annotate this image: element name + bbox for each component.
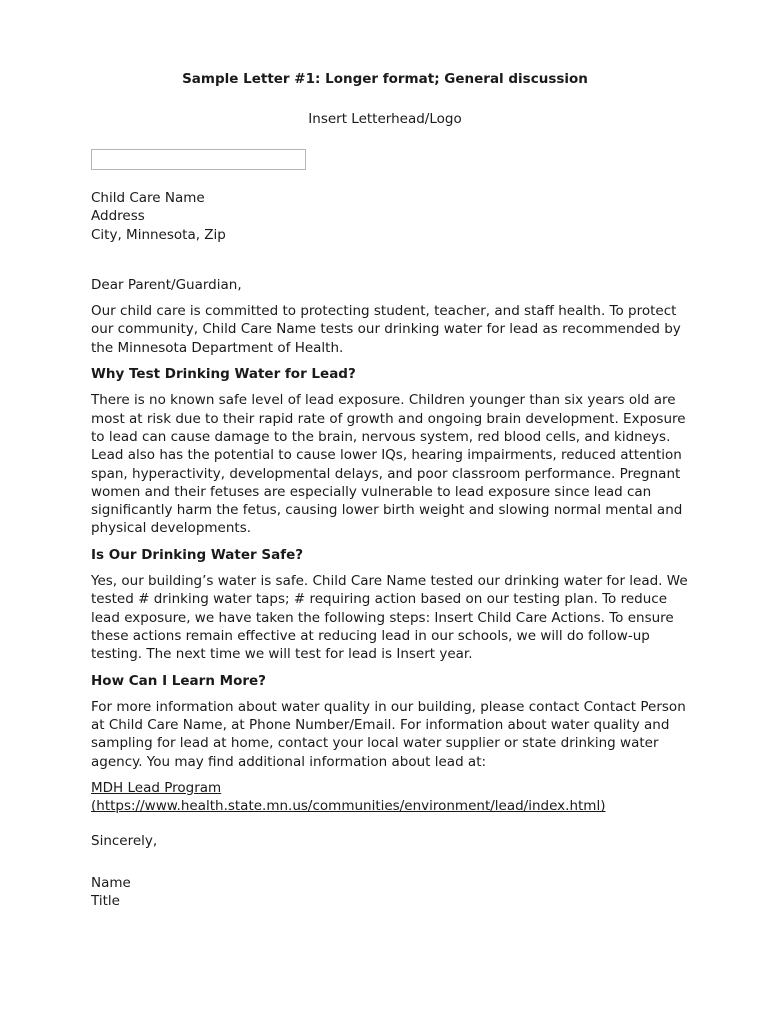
signature-name: Name (91, 874, 131, 891)
closing: Sincerely, (91, 832, 158, 849)
mdh-lead-program-link[interactable] (91, 779, 691, 816)
salutation: Dear Parent/Guardian, (91, 276, 242, 293)
letter-body (91, 189, 691, 911)
section-text-water-safe: Yes, our building’s water is safe. Child Care Name tested our drinking water for lead. We tested # drinking water taps; # requiring action based on our testing plan. To reduce lead exposure, we have taken the following steps: Insert Child Care Actions. To ensure these actions remain effective at reducing lead in our schools, we will do follow-up testing. The next time we will test for lead is Insert year. (91, 573, 688, 663)
intro-paragraph: Our child care is committed to protecting student, teacher, and staff health. To protect our community, Child Care Name tests our drinking water for lead as recommended by the Minnesota Department of Health. (91, 303, 681, 356)
address-block (91, 189, 691, 244)
address-street: Address (91, 208, 145, 225)
logo-input-box[interactable] (91, 149, 306, 170)
section-text-learn-more: For more information about water quality in our building, please contact Contact Person at Child Care Name, at Phone Number/Email. For information about water quality and sampling for lead at home, contact your local water supplier or state drinking water agency. You may find additional information about lead at: (91, 698, 686, 770)
section-text-why-test: There is no known safe level of lead exposure. Children younger than six years old are most at risk due to their rapid rate of growth and ongoing brain development. Exposure to lead can cause damage to the brain, nervous system, red blood cells, and kidneys. Lead also has the potential to cause lower IQs, hearing impairments, reduced attention span, hyperactivity, developmental delays, and poor classroom performance. Pregnant women and their fetuses are especially vulnerable to lead exposure since lead can significantly harm the fetus, causing lower birth weight and slowing normal mental and physical developments. (91, 392, 686, 537)
address-city: City, Minnesota, Zip (91, 226, 226, 243)
document-title: Sample Letter #1: Longer format; General discussion (182, 71, 588, 87)
link-label[interactable]: MDH Lead Program (91, 780, 222, 797)
section-heading-why-test: Why Test Drinking Water for Lead? (91, 366, 356, 383)
section-heading-learn-more: How Can I Learn More? (91, 672, 266, 689)
signature-title: Title (91, 893, 120, 910)
signature-block (91, 874, 691, 911)
section-heading-water-safe: Is Our Drinking Water Safe? (91, 546, 304, 563)
link-url[interactable]: (https://www.health.state.mn.us/communities/environment/lead/index.html) (91, 798, 606, 815)
letterhead-placeholder: Insert Letterhead/Logo (308, 111, 462, 127)
address-name: Child Care Name (91, 190, 205, 206)
